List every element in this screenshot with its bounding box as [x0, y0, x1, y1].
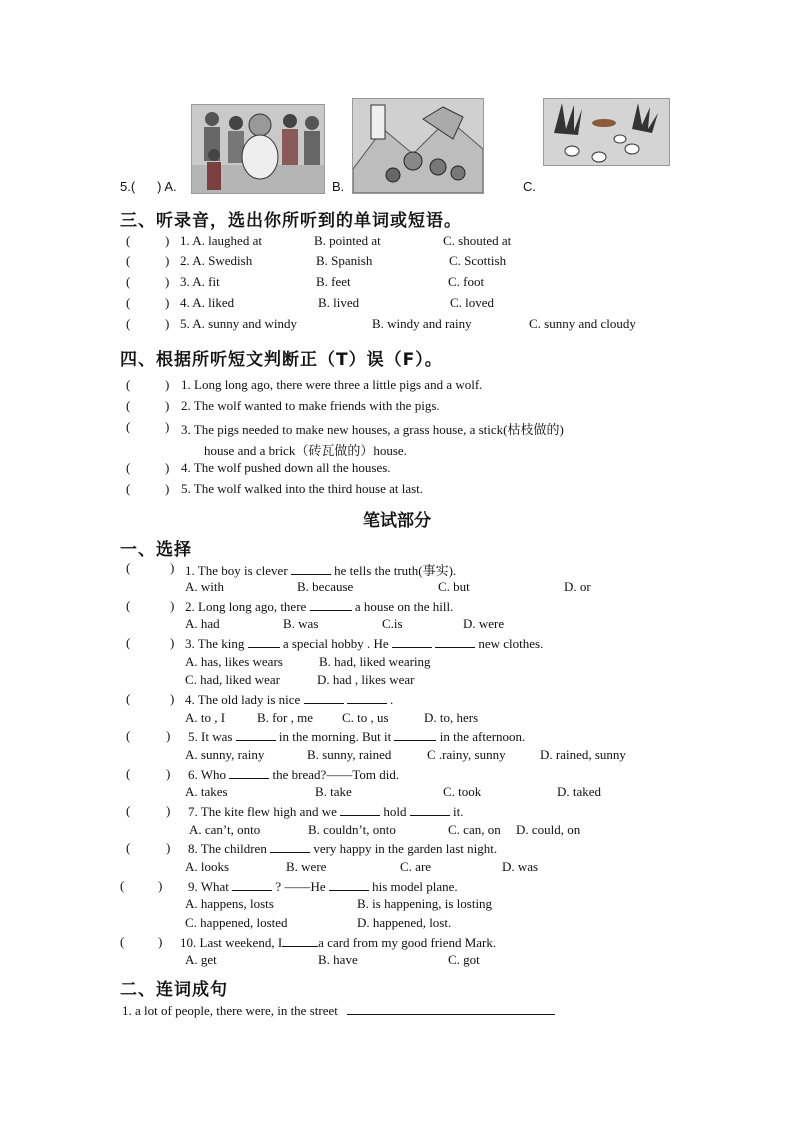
question-2: 2. Long long ago, there a house on the hill. [185, 599, 454, 614]
option-d[interactable]: D. to, hers [424, 710, 479, 725]
option-c: C. foot [448, 274, 485, 289]
option-a[interactable]: A. takes [185, 784, 228, 799]
list-item: 1. A. laughed at [180, 233, 262, 248]
option-c[interactable]: C. happened, losted [185, 915, 288, 930]
paren[interactable]: ( [126, 233, 131, 248]
answer-blank[interactable] [435, 635, 475, 648]
option-d[interactable]: D. happened, lost. [357, 915, 452, 930]
paren[interactable]: ( [126, 274, 131, 289]
answer-blank[interactable] [232, 878, 272, 891]
option-c[interactable]: C. took [443, 784, 482, 799]
option-a[interactable]: A. with [185, 579, 224, 594]
paren: ) [166, 728, 171, 743]
option-b: B. pointed at [314, 233, 381, 248]
option-a[interactable]: A. happens, losts [185, 896, 274, 911]
answer-line[interactable] [347, 1002, 555, 1015]
paren[interactable]: ( [126, 419, 131, 434]
answer-blank[interactable] [347, 691, 387, 704]
q5-prefix: 5.( [120, 179, 136, 194]
option-b: B. Spanish [316, 253, 373, 268]
option-c[interactable]: C. can, on [448, 822, 501, 837]
option-d[interactable]: D. rained, sunny [540, 747, 626, 762]
answer-blank[interactable] [282, 934, 318, 947]
paren: ) [165, 460, 170, 475]
option-a[interactable]: A. to , I [185, 710, 226, 725]
option-a[interactable]: A. get [185, 952, 217, 967]
option-d[interactable]: D. had , likes wear [317, 672, 415, 687]
list-item: 4. A. liked [180, 295, 235, 310]
question-1: 1. The boy is clever he tells the truth(事实). [185, 563, 457, 578]
villagers-illustration [192, 105, 324, 193]
list-item: 4. The wolf pushed down all the houses. [181, 460, 391, 475]
paren: ) [165, 295, 170, 310]
paren: ) [165, 274, 170, 289]
paren: ) [170, 635, 175, 650]
option-b[interactable]: B. had, liked wearing [319, 654, 431, 669]
question-6: 6. Who the bread?——Tom did. [188, 767, 400, 782]
sentence-question-1 [122, 1002, 555, 1019]
question-3: 3. The king a special hobby . He new clothes. [185, 636, 544, 651]
option-a[interactable]: A. sunny, rainy [185, 747, 265, 762]
question-7: 7. The kite flew high and we hold it. [188, 804, 464, 819]
question-5: 5. It was in the morning. But it in the afternoon. [188, 729, 526, 744]
option-c: C. shouted at [443, 233, 512, 248]
paren[interactable]: ( [120, 878, 125, 893]
paren[interactable]: ( [120, 934, 125, 949]
answer-blank[interactable] [310, 598, 352, 611]
paren: ) [158, 934, 163, 949]
paren: ) [170, 691, 175, 706]
answer-blank[interactable] [304, 691, 344, 704]
option-b[interactable]: B. is happening, is losting [357, 896, 493, 911]
list-item-continued: house and a brick（砖瓦做的）house. [204, 443, 407, 458]
option-b[interactable]: B. sunny, rained [307, 747, 392, 762]
paren: ) [165, 233, 170, 248]
paren[interactable]: ( [126, 728, 131, 743]
answer-blank[interactable] [229, 766, 269, 779]
option-c: C. Scottish [449, 253, 507, 268]
option-b[interactable]: B. have [318, 952, 358, 967]
answer-blank[interactable] [329, 878, 369, 891]
paren: ) [165, 316, 170, 331]
option-b[interactable]: B. couldn’t, onto [308, 822, 396, 837]
paren: ) [166, 840, 171, 855]
paren[interactable]: ( [126, 377, 131, 392]
option-a[interactable]: A. had [185, 616, 220, 631]
paren: ) [165, 419, 170, 434]
paren: ) [165, 377, 170, 392]
written-part-title: 笔试部分 [363, 511, 431, 531]
option-b[interactable]: B. was [283, 616, 319, 631]
option-c[interactable]: C .rainy, sunny [427, 747, 506, 762]
paren[interactable]: ( [126, 316, 131, 331]
paren: ) [170, 598, 175, 613]
option-c: C. loved [450, 295, 495, 310]
question-8: 8. The children very happy in the garden last night. [188, 841, 498, 856]
paren: ) [170, 560, 175, 575]
question-9: 9. What ? ——He his model plane. [188, 879, 458, 894]
list-item: 5. The wolf walked into the third house at last. [181, 481, 424, 496]
q5-label [120, 179, 177, 194]
paren[interactable]: ( [126, 253, 131, 268]
option-b[interactable]: B. because [297, 579, 354, 594]
paren[interactable]: ( [126, 481, 131, 496]
paren: ) [165, 398, 170, 413]
q5-option-a: ) A. [157, 179, 177, 194]
list-item: 2. The wolf wanted to make friends with the pigs. [181, 398, 440, 413]
list-item: 2. A. Swedish [180, 253, 253, 268]
answer-blank[interactable] [270, 840, 310, 853]
paren[interactable]: ( [126, 840, 131, 855]
sentence-words: 1. a lot of people, there were, in the street [122, 1003, 338, 1018]
list-item: 3. A. fit [180, 274, 220, 289]
option-b[interactable]: B. for , me [257, 710, 313, 725]
picture-b [352, 98, 484, 194]
answer-blank[interactable] [340, 803, 380, 816]
option-b[interactable]: B. take [315, 784, 352, 799]
paren: ) [166, 766, 171, 781]
option-c[interactable]: C. are [400, 859, 432, 874]
picture-c [543, 98, 670, 166]
paren[interactable]: ( [126, 398, 131, 413]
option-a[interactable]: A. has, likes wears [185, 654, 283, 669]
option-c[interactable]: C. to , us [342, 710, 389, 725]
answer-blank[interactable] [291, 562, 331, 575]
option-d[interactable]: D. were [463, 616, 505, 631]
paren[interactable]: ( [126, 803, 131, 818]
option-b[interactable]: B. were [286, 859, 327, 874]
option-c[interactable]: C. had, liked wear [185, 672, 280, 687]
option-b: B. windy and rainy [372, 316, 472, 331]
paren[interactable]: ( [126, 635, 131, 650]
answer-blank[interactable] [394, 728, 436, 741]
q5-option-b: B. [332, 179, 345, 194]
section2-heading: 二、连词成句 [120, 980, 228, 1000]
answer-blank[interactable] [392, 635, 432, 648]
paren[interactable]: ( [126, 598, 131, 613]
section3-heading: 三、听录音，选出你所听到的单词或短语。 [120, 211, 462, 231]
paren: ) [165, 253, 170, 268]
paren[interactable]: ( [126, 560, 131, 575]
monkey-king-illustration [353, 99, 483, 193]
option-c: C. sunny and cloudy [529, 316, 636, 331]
picture-a [191, 104, 325, 194]
option-d[interactable]: D. taked [557, 784, 602, 799]
geese-illustration [544, 99, 669, 165]
answer-blank[interactable] [248, 635, 280, 648]
section4-heading: 四、根据所听短文判断正（T）误（F）。 [120, 350, 443, 370]
paren: ) [166, 803, 171, 818]
paren[interactable]: ( [126, 766, 131, 781]
option-a[interactable]: A. can’t, onto [189, 822, 261, 837]
option-a[interactable]: A. looks [185, 859, 230, 874]
option-c[interactable]: C.is [382, 616, 403, 631]
list-item: 3. The pigs needed to make new houses, a grass house, a stick(枯枝做的) [181, 422, 564, 437]
option-c[interactable]: C. but [438, 579, 470, 594]
list-item: 1. Long long ago, there were three a little pigs and a wolf. [181, 377, 483, 392]
paren: ) [158, 878, 163, 893]
answer-blank[interactable] [236, 728, 276, 741]
paren: ) [165, 481, 170, 496]
option-b: B. feet [316, 274, 351, 289]
question-4: 4. The old lady is nice . [185, 692, 394, 707]
q5-option-c: C. [523, 179, 536, 194]
paren[interactable]: ( [126, 691, 131, 706]
option-b: B. lived [318, 295, 360, 310]
question-10: 10. Last weekend, I a card from my good friend Mark. [180, 935, 497, 950]
option-d[interactable]: D. or [564, 579, 591, 594]
option-c[interactable]: C. got [448, 952, 480, 967]
paren[interactable]: ( [126, 295, 131, 310]
option-d[interactable]: D. could, on [516, 822, 581, 837]
list-item: 5. A. sunny and windy [180, 316, 297, 331]
section1-heading: 一、选择 [120, 540, 192, 560]
answer-blank[interactable] [410, 803, 450, 816]
option-d[interactable]: D. was [502, 859, 539, 874]
paren[interactable]: ( [126, 460, 131, 475]
